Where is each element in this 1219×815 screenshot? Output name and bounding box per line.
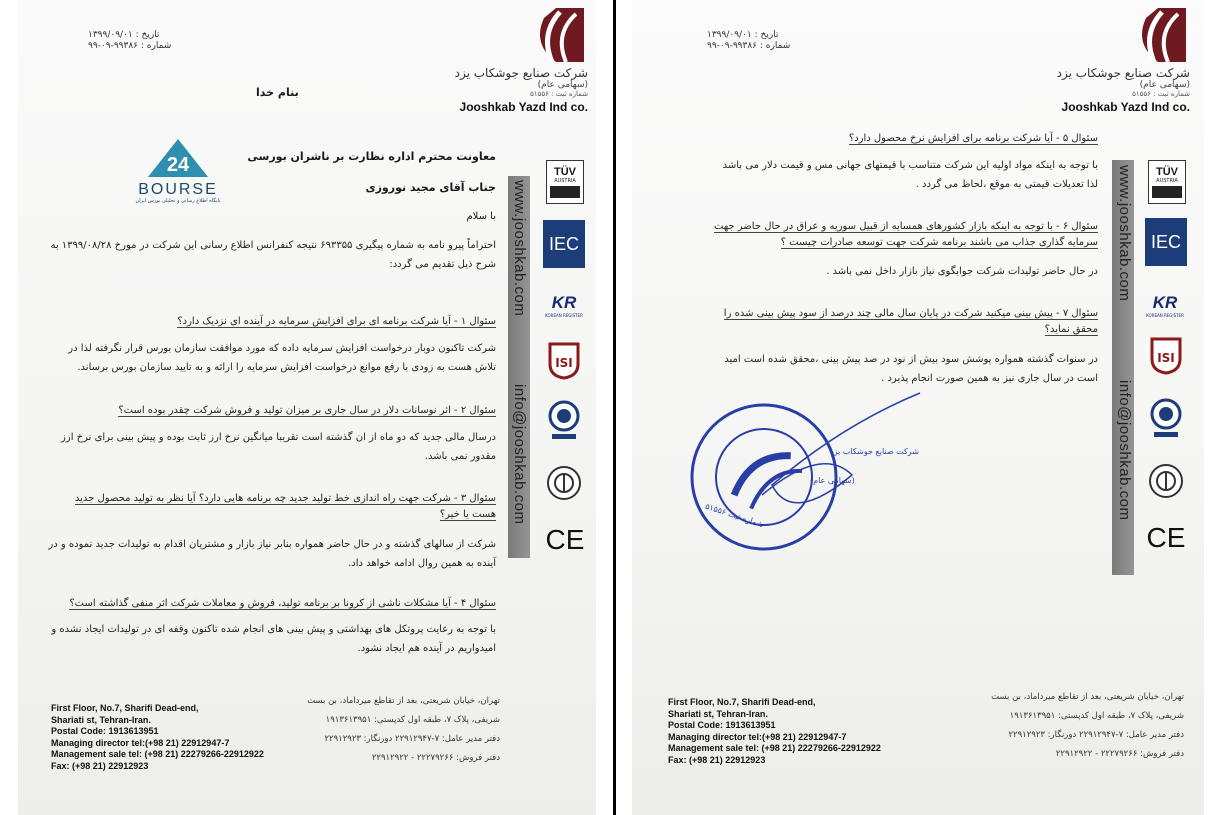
date-label: تاریخ : (135, 30, 160, 40)
company-type: (سهامی عام) (1139, 80, 1190, 90)
question-4 (48, 596, 496, 612)
company-logo-block (428, 4, 588, 114)
standard-mark-icon (544, 340, 584, 380)
svg-text:24: 24 (166, 154, 190, 176)
footer-en-line: Shariati st, Tehran-Iran. (51, 714, 151, 725)
intro-paragraph: احتراماً پیرو نامه به شماره پیگیری ۶۹۳۳۵۵ نتیجه کنفرانس اطلاع رسانی این شرکت در مورخ ۱۳۹۹/۰۸/۲۸ به شرح ذیل تقدیم می گردد: (50, 240, 496, 270)
question-7-text: سئوال ۷ - پیش بینی میکنید شرکت در پایان سال مالی چند درصد از سود پیش بینی شده را محقق نماید؟ (723, 308, 1098, 335)
question-1-text: سئوال ۱ - آیا شرکت برنامه ای برای افزایش سرمایه در آینده ای نزدیک دارد؟ (177, 316, 496, 327)
bourse-emblem-icon (146, 138, 210, 178)
svg-text:ISI: ISI (1157, 351, 1175, 365)
page-divider (613, 0, 616, 815)
number-value: ۹۹۳۸۶-۰۹-۹۹ (707, 41, 758, 51)
tuv-label: TÜV (1156, 166, 1178, 178)
company-type: (سهامی عام) (537, 80, 588, 90)
stamp-type: (سهامی عام) (810, 476, 855, 485)
question-1 (48, 314, 496, 330)
tuv-sublabel: AUSTRIA (554, 178, 576, 184)
footer-fa-line: دفتر فروش: ۲۲۲۷۹۲۶۶ - ۲۲۹۱۲۹۲۲ (371, 753, 500, 763)
kr-label: KR (1152, 292, 1178, 312)
number-value: ۹۹۳۸۶-۰۹-۹۹ (88, 41, 139, 51)
footer-fa-line: دفتر فروش: ۲۲۲۷۹۲۶۶ - ۲۲۹۱۲۹۲۲ (1055, 749, 1184, 759)
kr-label: KR (551, 292, 577, 312)
answer-5: با توجه به اینکه مواد اولیه این شرکت متناسب با قیمتهای جهانی مس و قیمت دلار می باشد لذا تعدیلات قیمتی به موقع ،لحاظ می گردد . (722, 160, 1098, 190)
svg-text:ISI: ISI (555, 356, 573, 370)
letter-date-number (707, 30, 790, 52)
company-logo-block (1030, 4, 1190, 114)
footer-en-line: Managing director tel:(+98 21) 22912947-7 (668, 731, 847, 742)
footer-en-line: First Floor, No.7, Sharifi Dead-end, (51, 703, 199, 713)
footer-en-line: Fax: (+98 21) 22912923 (51, 760, 149, 771)
kr-sublabel: KOREAN REGISTER (1146, 312, 1184, 318)
company-logo-icon (526, 4, 588, 66)
standard-mark-icon (1146, 335, 1186, 375)
footer-en-line: Postal Code: 1913613951 (51, 726, 159, 736)
ce-mark-icon: CE (545, 524, 585, 555)
letter-page-2 (632, 0, 1204, 815)
kr-cert-logo (541, 290, 587, 320)
question-5 (712, 131, 1098, 147)
stamp-text: شرکت صنایع جوشکاب یزد (830, 447, 919, 456)
footer-en-line: Managing director tel:(+98 21) 22912947-7 (51, 737, 230, 748)
footer-fa-line: شریفی، پلاک ۷، طبقه اول کدپستی: ۱۹۱۳۶۱۳۹۵۱ (325, 715, 500, 725)
tuv-sublabel: AUSTRIA (1156, 178, 1178, 184)
company-name-en: Jooshkab Yazd Ind co. (459, 100, 588, 114)
question-6-text: سئوال ۶ - با توجه به اینکه بازار کشورهای همسایه از قبیل سوریه و عراق در حال حاضر جهت سرمایه گذاری جذاب می باشند برنامه شرکت جهت توسعه صادرات چیست ؟ (714, 221, 1098, 248)
question-2 (48, 403, 496, 419)
email-vertical: info@jooshkab.com (511, 384, 528, 525)
email-vertical: info@jooshkab.com (1116, 380, 1133, 521)
company-logo-icon (1128, 4, 1190, 66)
answer-6: در حال حاضر تولیدات شرکت جوابگوی نیاز بازار داخل نمی باشد . (826, 266, 1098, 277)
company-registration: شماره ثبت : ۵۱۵۵۶ (530, 90, 588, 98)
footer-en-line: Shariati st, Tehran-Iran. (668, 708, 768, 719)
footer-en-line: Postal Code: 1913613951 (668, 720, 776, 730)
iec-cert-logo: IEC (1145, 218, 1187, 266)
company-name-fa: شرکت صنایع جوشکاب یزد (454, 66, 588, 80)
kr-cert-logo (1142, 290, 1188, 320)
ce-mark-icon: CE (1146, 522, 1186, 553)
footer-fa-line: تهران، خیابان شریعتی، بعد از تقاطع میرداماد، بن بست (307, 696, 500, 706)
number-label: شماره : (140, 41, 172, 51)
stamp-registration: شماره ثبت ۵۱۵۵۶ (704, 501, 765, 530)
asia-certification-icon (1148, 398, 1184, 440)
company-name-fa: شرکت صنایع جوشکاب یزد (1056, 66, 1190, 80)
footer-fa-line: دفتر مدیر عامل: ۷-۲۲۹۱۲۹۴۷ دورنگار: ۲۲۹۱۲۹۲۳ (1008, 730, 1184, 740)
date-value: ۱۳۹۹/۰۹/۰۱ (88, 30, 133, 40)
asia-certification-icon (546, 400, 582, 442)
letter-date-number (88, 30, 171, 52)
bourse-subtitle: پایگاه اطلاع رسانی و تحلیلی بورس ایران (135, 198, 221, 204)
footer-fa-line: تهران، خیابان شریعتی، بعد از تقاطع میرداماد، بن بست (991, 692, 1184, 702)
bourse-name: BOURSE (138, 181, 218, 198)
bourse-logo (128, 138, 228, 204)
footer-fa-line: دفتر مدیر عامل: ۷-۲۲۹۱۲۹۴۷ دورنگار: ۲۲۹۱۲۹۲۳ (324, 734, 500, 744)
footer-en-line: Management sale tel: (+98 21) 22279266-22912922 (668, 743, 881, 753)
website-vertical: www.jooshkab.com (1116, 165, 1133, 302)
tuv-label: TÜV (554, 166, 576, 178)
question-6 (712, 219, 1098, 251)
answer-3: شرکت از سالهای گذشته و در حال حاضر همواره بنابر نیاز بازار و مشتریان اقدام به تولیدات جدید نموده و در آینده به همین روال ادامه خواهد داد. (48, 539, 496, 569)
website-vertical: www.jooshkab.com (511, 180, 528, 317)
recipient-title: معاونت محترم اداره نظارت بر ناشران بورسی (247, 150, 496, 163)
footer-en-line: First Floor, No.7, Sharifi Dead-end, (668, 697, 816, 707)
footer-address-fa (934, 688, 1184, 764)
footer-en-line: Fax: (+98 21) 22912923 (668, 754, 766, 765)
question-4-text: سئوال ۴ - آیا مشکلات ناشی از کرونا بر برنامه تولید، فروش و معاملات شرکت اثر منفی گذاشته است؟ (69, 598, 496, 609)
number-label: شماره : (759, 41, 791, 51)
question-3 (48, 491, 496, 523)
tuv-cert-logo (1148, 160, 1186, 204)
tuv-cert-logo (546, 160, 584, 204)
company-stamp-icon (672, 385, 942, 555)
kr-sublabel: KOREAN REGISTER (545, 312, 583, 318)
footer-address-en (668, 697, 881, 766)
footer-fa-line: شریفی، پلاک ۷، طبقه اول کدپستی: ۱۹۱۳۶۱۳۹۵۱ (1009, 711, 1184, 721)
company-name-en: Jooshkab Yazd Ind co. (1061, 100, 1190, 114)
letter-page-1 (18, 0, 596, 815)
date-label: تاریخ : (754, 30, 779, 40)
question-2-text: سئوال ۲ - اثر نوسانات دلار در سال جاری بر میزان تولید و فروش شرکت چقدر بوده است؟ (118, 405, 496, 416)
question-5-text: سئوال ۵ - آیا شرکت برنامه برای افزایش نرخ محصول دارد؟ (848, 133, 1098, 144)
answer-1: شرکت تاکنون دوبار درخواست افزایش سرمایه داده که مورد موافقت سازمان بورس قرار نگرفته لذا در تلاش هست به زودی با رفع موانع درخواست افزایش سرمایه را ارائه و به تایید سازمان بورس برساند. (68, 343, 496, 373)
bismillah-heading: بنام خدا (256, 86, 299, 99)
answer-4: با توجه به رعایت پروتکل های بهداشتی و پیش بینی های انجام شده تاکنون وقفه ای در تولیدات ایجاد نشده و امیدواریم در آینده هم ایجاد نشود. (51, 624, 496, 654)
footer-address-en (51, 703, 264, 772)
date-value: ۱۳۹۹/۰۹/۰۱ (707, 30, 752, 40)
footer-address-fa (250, 692, 500, 768)
iec-cert-logo: IEC (543, 220, 585, 268)
question-7 (712, 306, 1098, 338)
greeting: با سلام (466, 211, 496, 222)
emblem-seal-icon (546, 462, 582, 504)
emblem-seal-icon (1148, 460, 1184, 502)
footer-en-line: Management sale tel: (+98 21) 22279266-22912922 (51, 749, 264, 759)
recipient-name: جناب آقای مجید نوروزی (365, 181, 496, 194)
answer-7: در سنوات گذشته همواره پوشش سود بیش از نود در صد پیش بینی ،محقق شده است امید است در سال جاری نیز به همین صورت انجام پذیرد . (724, 354, 1098, 384)
company-registration: شماره ثبت : ۵۱۵۵۶ (1132, 90, 1190, 98)
question-3-text: سئوال ۳ - شرکت جهت راه اندازی خط تولید جدید چه برنامه هایی دارد؟ آیا نظر به تولید محصول جدید هست یا خیر؟ (74, 493, 496, 520)
answer-2: درسال مالی جدید که دو ماه از ان گذشته است تقریبا میانگین نرخ ارز ثابت بوده و پیش بینی برای نرخ ارز مقدور نمی باشد. (61, 432, 496, 462)
